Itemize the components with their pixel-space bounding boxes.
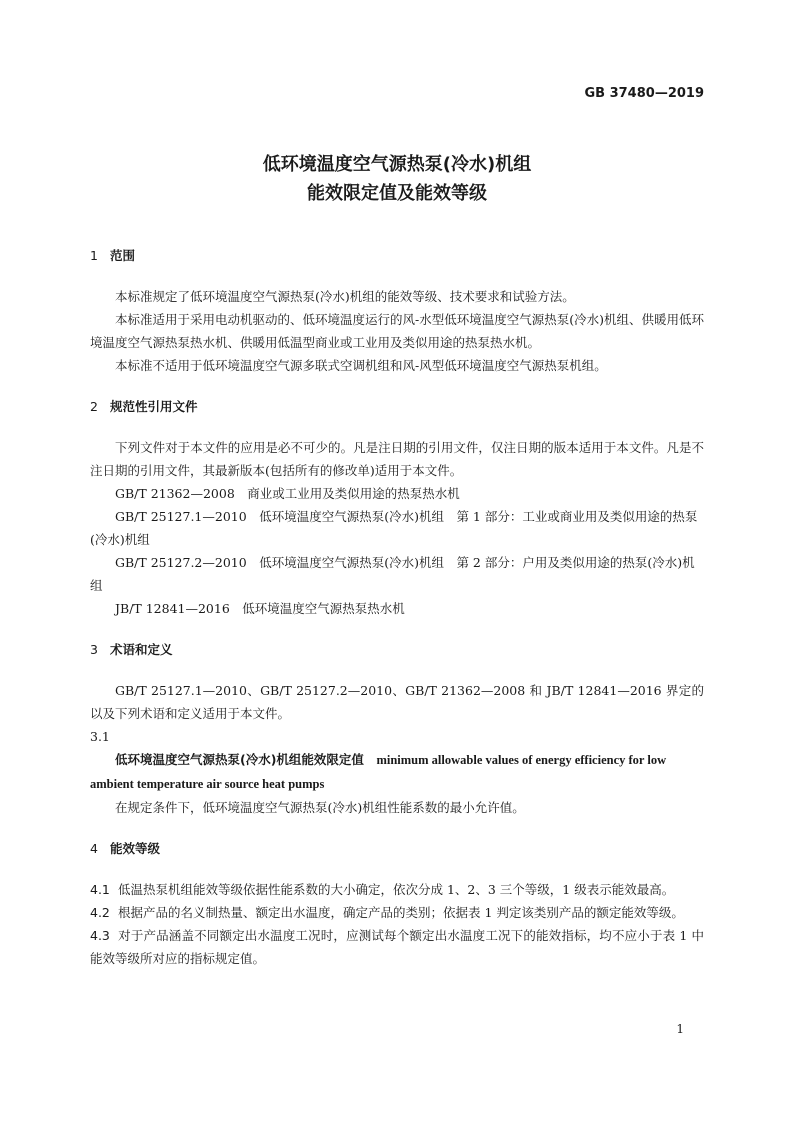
section-title: 术语和定义 bbox=[110, 642, 173, 657]
section-title: 规范性引用文件 bbox=[110, 399, 198, 414]
paragraph: 下列文件对于本文件的应用是必不可少的。凡是注日期的引用文件，仅注日期的版本适用于本文件。凡是不注日期的引用文件，其最新版本(包括所有的修改单)适用于本文件。 bbox=[90, 440, 704, 478]
reference-item: GB/T 21362—2008 商业或工业用及类似用途的热泵热水机 bbox=[115, 486, 460, 501]
clause-text: 根据产品的名义制热量、额定出水温度，确定产品的类别；依据表 1 判定该类别产品的额定能效等级。 bbox=[118, 905, 684, 920]
term-entry bbox=[90, 748, 704, 796]
section-number: 4 bbox=[90, 841, 98, 856]
clause-text: 低温热泵机组能效等级依据性能系数的大小确定，依次分成 1、2、3 三个等级，1 级表示能效最高。 bbox=[118, 882, 675, 897]
reference-item: GB/T 25127.2—2010 低环境温度空气源热泵(冷水)机组 第 2 部分：户用及类似用途的热泵(冷水)机组 bbox=[90, 555, 695, 593]
term-definition: 在规定条件下，低环境温度空气源热泵(冷水)机组性能系数的最小允许值。 bbox=[115, 800, 525, 815]
clause-number: 4.1 bbox=[90, 882, 110, 897]
clause-text: 对于产品涵盖不同额定出水温度工况时，应测试每个额定出水温度工况下的能效指标，均不应小于表 1 中能效等级所对应的指标规定值。 bbox=[90, 928, 704, 966]
paragraph: 本标准规定了低环境温度空气源热泵(冷水)机组的能效等级、技术要求和试验方法。 bbox=[115, 289, 575, 304]
subclause-number: 3.1 bbox=[90, 729, 110, 744]
paragraph: GB/T 25127.1—2010、GB/T 25127.2—2010、GB/T 21362—2008 和 JB/T 12841—2016 界定的以及下列术语和定义适用于本文件。 bbox=[90, 683, 704, 721]
section-number: 1 bbox=[90, 248, 98, 263]
document-title bbox=[0, 150, 794, 208]
paragraph: 本标准适用于采用电动机驱动的、低环境温度运行的风-水型低环境温度空气源热泵(冷水)机组、供暖用低环境温度空气源热泵热水机、供暖用低温型商业或工业用及类似用途的热泵热水机。 bbox=[90, 312, 704, 350]
clause-4-3 bbox=[90, 924, 704, 970]
clause-number: 4.2 bbox=[90, 905, 110, 920]
term-chinese: 低环境温度空气源热泵(冷水)机组能效限定值 bbox=[115, 752, 364, 767]
standard-code: GB 37480—2019 bbox=[584, 86, 704, 101]
term-english: minimum allowable values of energy efficiency for low ambient temperature air source heat pumps bbox=[90, 753, 667, 791]
reference-item: GB/T 25127.1—2010 低环境温度空气源热泵(冷水)机组 第 1 部分：工业或商业用及类似用途的热泵(冷水)机组 bbox=[90, 509, 698, 547]
page-number: 1 bbox=[676, 1022, 684, 1036]
clause-4-2 bbox=[90, 901, 704, 924]
section-4-heading bbox=[90, 837, 704, 860]
section-1-heading bbox=[90, 244, 704, 267]
reference-item: JB/T 12841—2016 低环境温度空气源热泵热水机 bbox=[115, 601, 405, 616]
section-3-heading bbox=[90, 638, 704, 661]
paragraph: 本标准不适用于低环境温度空气源多联式空调机组和风-风型低环境温度空气源热泵机组。 bbox=[115, 358, 607, 373]
document-body bbox=[90, 244, 704, 970]
section-2-heading bbox=[90, 395, 704, 418]
clause-number: 4.3 bbox=[90, 928, 110, 943]
section-title: 范围 bbox=[110, 248, 136, 263]
section-number: 3 bbox=[90, 642, 98, 657]
clause-4-1 bbox=[90, 878, 704, 901]
title-line-2: 能效限定值及能效等级 bbox=[307, 183, 487, 204]
title-line-1: 低环境温度空气源热泵(冷水)机组 bbox=[262, 154, 532, 175]
section-title: 能效等级 bbox=[110, 841, 161, 856]
section-number: 2 bbox=[90, 399, 98, 414]
